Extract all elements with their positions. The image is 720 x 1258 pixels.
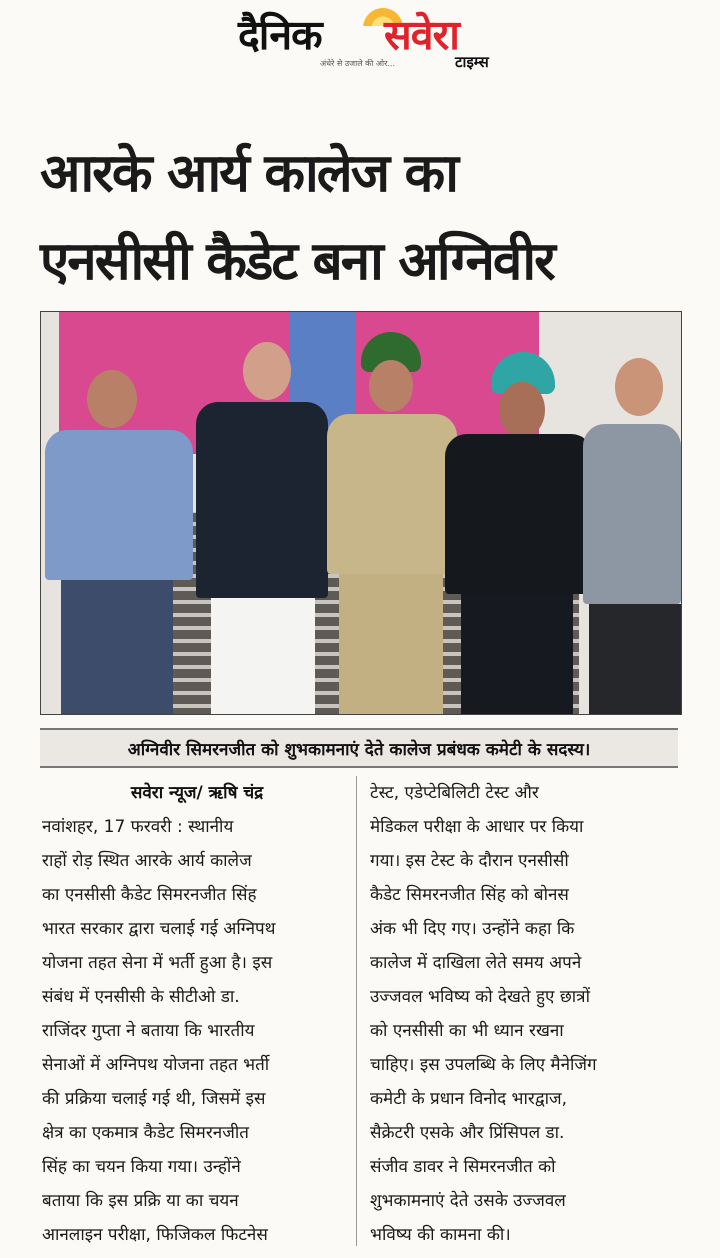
article-line: शुभकामनाएं देते उसके उज्जवल xyxy=(370,1191,566,1211)
column-divider xyxy=(356,776,357,1246)
photo-caption xyxy=(40,728,678,768)
masthead-subtitle: टाइम्स xyxy=(455,53,489,71)
article-line: योजना तहत सेना में भर्ती हुआ है। इस xyxy=(42,953,273,973)
article-line: का एनसीसी कैडेट सिमरनजीत सिंह xyxy=(42,885,257,905)
masthead-name-part1: दैनिक xyxy=(238,11,322,59)
photo-caption-text: अग्निवीर सिमरनजीत को शुभकामनाएं देते कालेज प्रबंधक कमेटी के सदस्य। xyxy=(127,740,591,760)
article-line: नवांशहर, 17 फरवरी : स्थानीय xyxy=(42,817,234,837)
article-line: को एनसीसी का भी ध्यान रखना xyxy=(370,1021,564,1041)
article-line: की प्रक्रिया चलाई गई थी, जिसमें इस xyxy=(42,1089,266,1109)
article-line: बताया कि इस प्रक्रि या का चयन xyxy=(42,1191,239,1211)
article-line: उज्जवल भविष्य को देखते हुए छात्रों xyxy=(370,987,590,1007)
article-line: कालेज में दाखिला लेते समय अपने xyxy=(370,953,582,973)
article-line: राहों रोड़ स्थित आरके आर्य कालेज xyxy=(42,851,252,871)
article-line: गया। इस टेस्ट के दौरान एनसीसी xyxy=(370,851,569,871)
masthead-tagline: अंधेरे से उजाले की ओर... xyxy=(320,59,396,68)
article-line: संबंध में एनसीसी के सीटीओ डा. xyxy=(42,987,240,1007)
masthead-name-part2: सवेरा xyxy=(384,11,459,59)
article-line: क्षेत्र का एकमात्र कैडेट सिमरनजीत xyxy=(42,1123,249,1143)
article-line: सेनाओं में अग्निपथ योजना तहत भर्ती xyxy=(42,1055,270,1075)
article-column-right xyxy=(370,776,680,1252)
article-line: भारत सरकार द्वारा चलाई गई अग्निपथ xyxy=(42,919,276,939)
article-line: भविष्य की कामना की। xyxy=(370,1225,511,1245)
article-line: कमेटी के प्रधान विनोद भारद्वाज, xyxy=(370,1089,568,1109)
article-line: चाहिए। इस उपलब्धि के लिए मैनेजिंग xyxy=(370,1055,597,1075)
article-column-left xyxy=(42,776,352,1252)
article-line: कैडेट सिमरनजीत सिंह को बोनस xyxy=(370,885,569,905)
headline-line-1: आरके आर्य कालेज का xyxy=(40,143,457,204)
news-photo xyxy=(40,311,682,715)
article-line: सिंह का चयन किया गया। उन्होंने xyxy=(42,1157,241,1177)
article-line: संजीव डावर ने सिमरनजीत को xyxy=(370,1157,556,1177)
byline: सवेरा न्यूज/ ऋषि चंद्र xyxy=(130,783,264,803)
article-line: मेडिकल परीक्षा के आधार पर किया xyxy=(370,817,584,837)
article-line: राजिंदर गुप्ता ने बताया कि भारतीय xyxy=(42,1021,255,1041)
article-line: सैक्रेटरी एसके और प्रिंसिपल डा. xyxy=(370,1123,565,1143)
headline-line-2: एनसीसी कैडेट बना अग्निवीर xyxy=(40,231,554,292)
headline xyxy=(40,130,690,306)
article-line: अंक भी दिए गए। उन्होंने कहा कि xyxy=(370,919,575,939)
article-line: टेस्ट, एडेप्टेबिलिटी टेस्ट और xyxy=(370,783,539,803)
masthead xyxy=(0,0,720,80)
article-line: आनलाइन परीक्षा, फिजिकल फिटनेस xyxy=(42,1225,268,1245)
